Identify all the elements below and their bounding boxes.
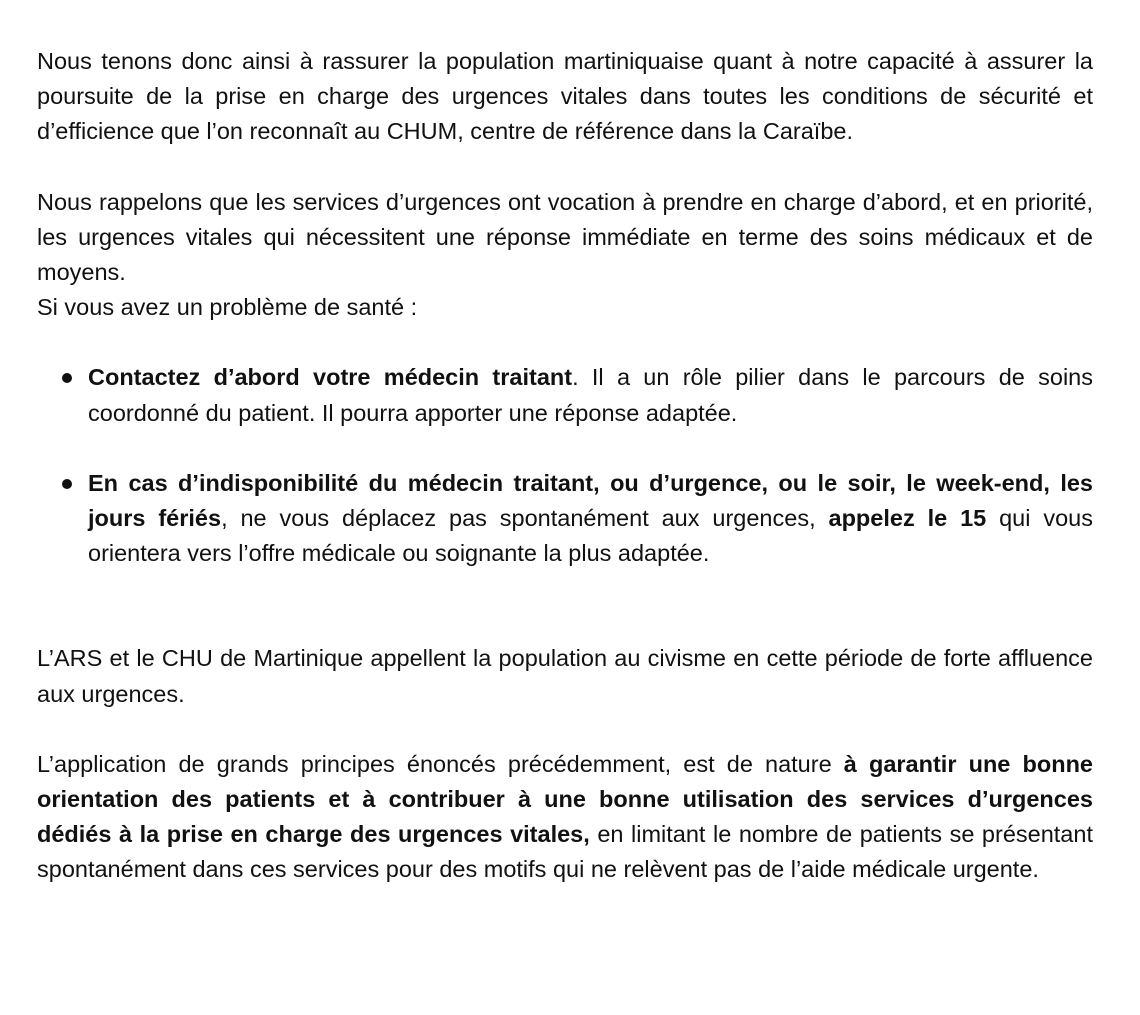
bullet-bold-text: En cas d’indisponibilité du médecin traitant, ou d’urgence, ou le soir, le week-end, les jours fériés	[88, 469, 1093, 532]
principles-bold-text: à garantir une bonne orientation des patients et à contribuer à une bonne utilisation des services d’urgences dédiés à la prise en charge des urgences vitales,	[37, 750, 1093, 848]
bullet-icon	[62, 479, 72, 489]
paragraph-emergency-role: Nous rappelons que les services d’urgences ont vocation à prendre en charge d’abord, et en priorité, les urgences vitales qui nécessitent une réponse immédiate en terme des soins médicaux et de moyens.	[37, 188, 1093, 286]
document-page	[37, 44, 1093, 888]
principles-text-end: en limitant le nombre de patients se présentant spontanément dans ces services pour des motifs qui ne relèvent pas de l’aide médicale urgente.	[37, 821, 1093, 883]
list-item	[37, 466, 1093, 572]
paragraph-health-problem: Si vous avez un problème de santé :	[37, 294, 418, 321]
bullet-text: qui vous orientera vers l’offre médicale ou soignante la plus adaptée.	[88, 505, 1093, 567]
bullet-bold-call-15: appelez le 15	[828, 505, 987, 532]
paragraph-civism: L’ARS et le CHU de Martinique appellent la population au civisme en cette période de forte affluence aux urgences.	[37, 645, 1093, 707]
bullet-icon	[62, 373, 72, 383]
bullet-text: . Il a un rôle pilier dans le parcours de soins coordonné du patient. Il pourra apporter une réponse adaptée.	[88, 364, 1093, 426]
bullet-bold-text: Contactez d’abord votre médecin traitant	[88, 364, 573, 391]
paragraph-reassurance: Nous tenons donc ainsi à rassurer la population martiniquaise quant à notre capacité à assurer la poursuite de la prise en charge des urgences vitales dans toutes les conditions de sécurité et d’efficience que l’on reconnaît au CHUM, centre de référence dans la Caraïbe.	[37, 48, 1093, 145]
advice-list	[37, 360, 1093, 571]
principles-text: L’application de grands principes énoncés précédemment, est de nature	[37, 750, 844, 777]
list-item	[37, 360, 1093, 430]
bullet-text: , ne vous déplacez pas spontanément aux urgences,	[221, 505, 829, 532]
paragraph-principles	[37, 747, 1093, 888]
